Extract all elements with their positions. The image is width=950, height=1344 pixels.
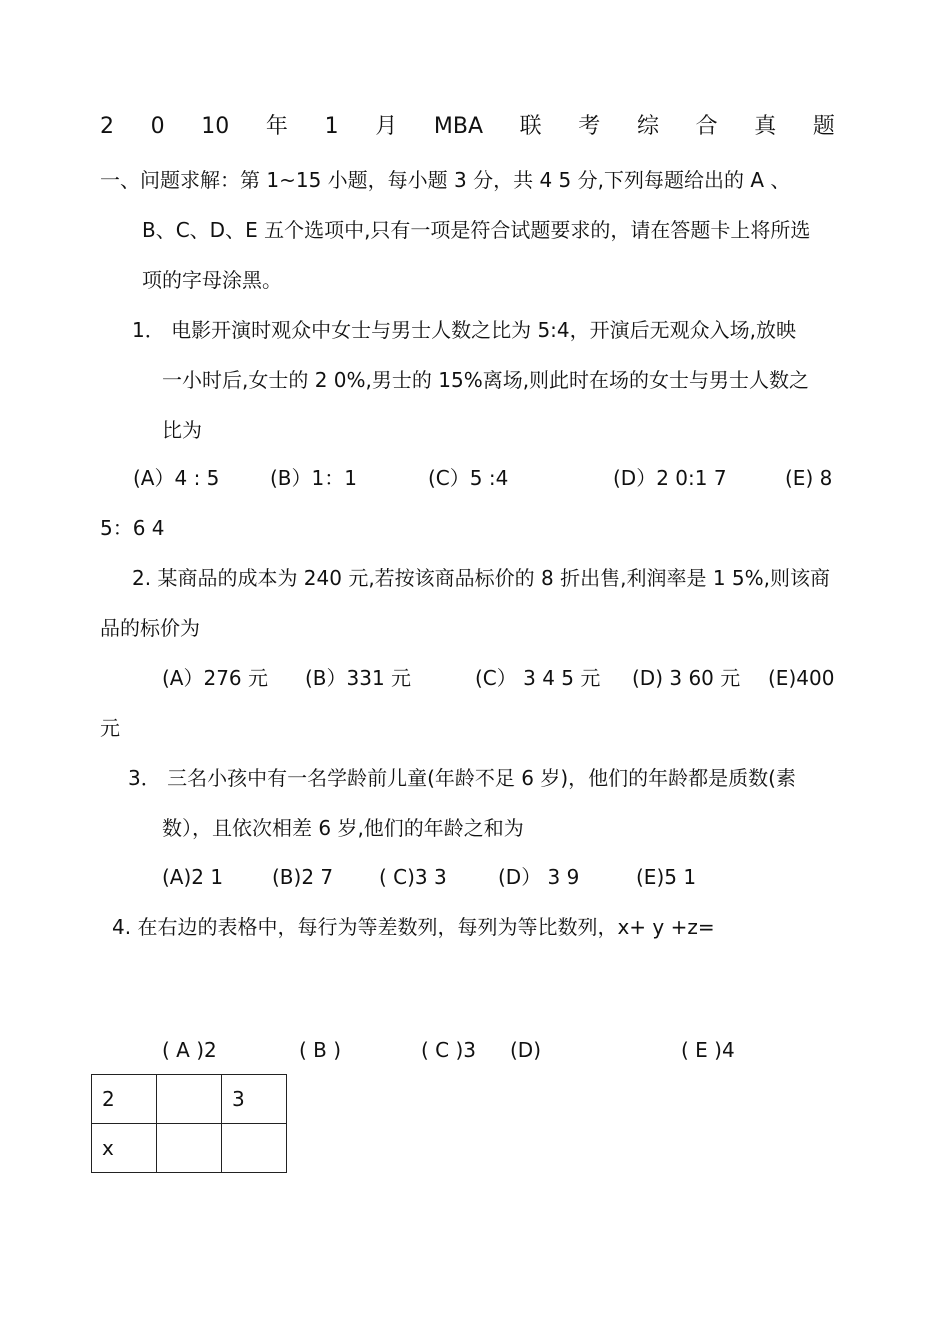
title-char: 1 — [324, 114, 339, 139]
title-char: 合 — [695, 114, 718, 139]
title-char: 2 — [100, 114, 114, 139]
document-title — [100, 116, 835, 138]
title-char: 综 — [636, 114, 659, 139]
question-3-line-1: 3． 三名小孩中有一名学龄前儿童(年龄不足 6 岁)，他们的年龄都是质数(素 — [128, 766, 796, 790]
question-4-option-e: ( E )4 — [681, 1038, 735, 1062]
question-3-option-e: (E)5 1 — [636, 865, 697, 889]
question-1-option-e-wrap: 5：6 4 — [100, 516, 165, 540]
question-1-line-3: 比为 — [162, 418, 202, 442]
question-1-option-c: (C）5 :4 — [428, 466, 509, 490]
question-4-option-b: ( B ) — [299, 1038, 342, 1062]
title-char: 真 — [754, 114, 777, 139]
question-2-option-c: (C） 3 4 5 元 — [475, 666, 601, 690]
question-4-option-c: ( C )3 — [421, 1038, 477, 1062]
table-cell: 2 — [92, 1075, 157, 1124]
title-char: 年 — [265, 114, 288, 139]
title-char: 月 — [375, 114, 398, 139]
section-heading-line-1: 一、问题求解：第 1~15 小题，每小题 3 分，共 4 5 分,下列每题给出的 A 、 — [100, 168, 791, 192]
question-2-option-b: (B）331 元 — [305, 666, 412, 690]
title-char: 10 — [201, 114, 230, 139]
question-4-option-d: (D) — [510, 1038, 542, 1062]
question-2-line-1: 2. 某商品的成本为 240 元,若按该商品标价的 8 折出售,利润率是 1 5%,则该商 — [132, 566, 831, 590]
question-3-option-a: (A)2 1 — [162, 865, 224, 889]
question-2-option-e-wrap: 元 — [100, 716, 120, 740]
question-3-option-d: (D） 3 9 — [498, 865, 580, 889]
question-1-option-b: (B）1：1 — [270, 466, 357, 490]
title-char: MBA — [433, 114, 483, 139]
question-4-table — [91, 1074, 287, 1173]
title-char: 题 — [812, 114, 835, 139]
table-cell: 3 — [222, 1075, 287, 1124]
question-1-option-a: (A）4 : 5 — [133, 466, 220, 490]
table-row — [92, 1075, 287, 1124]
question-2-line-2: 品的标价为 — [100, 616, 200, 640]
table-cell — [157, 1124, 222, 1173]
table-cell: x — [92, 1124, 157, 1173]
question-2-option-a: (A）276 元 — [162, 666, 269, 690]
title-char: 联 — [519, 114, 542, 139]
table-cell — [157, 1075, 222, 1124]
question-3-line-2: 数），且依次相差 6 岁,他们的年龄之和为 — [162, 816, 524, 840]
section-heading-line-3: 项的字母涂黑。 — [142, 268, 282, 292]
question-1-option-e: (E) 8 — [785, 466, 833, 490]
title-char: 考 — [578, 114, 601, 139]
question-1-line-1: 1． 电影开演时观众中女士与男士人数之比为 5:4，开演后无观众入场,放映 — [132, 318, 796, 342]
question-4-option-a: ( A )2 — [162, 1038, 217, 1062]
title-char: 0 — [150, 114, 165, 139]
question-2-option-d: (D) 3 60 元 — [632, 666, 741, 690]
question-4-line-1: 4. 在右边的表格中，每行为等差数列，每列为等比数列，x+ y +z= — [112, 915, 715, 939]
question-1-line-2: 一小时后,女士的 2 0%,男士的 15%离场,则此时在场的女士与男士人数之 — [162, 368, 810, 392]
section-heading-line-2: B、C、D、E 五个选项中,只有一项是符合试题要求的，请在答题卡上将所选 — [142, 218, 811, 242]
question-2-option-e: (E)400 — [768, 666, 835, 690]
question-1-option-d: (D）2 0:1 7 — [613, 466, 727, 490]
question-3-option-b: (B)2 7 — [272, 865, 334, 889]
table-cell — [222, 1124, 287, 1173]
table-row — [92, 1124, 287, 1173]
question-3-option-c: ( C)3 3 — [379, 865, 447, 889]
